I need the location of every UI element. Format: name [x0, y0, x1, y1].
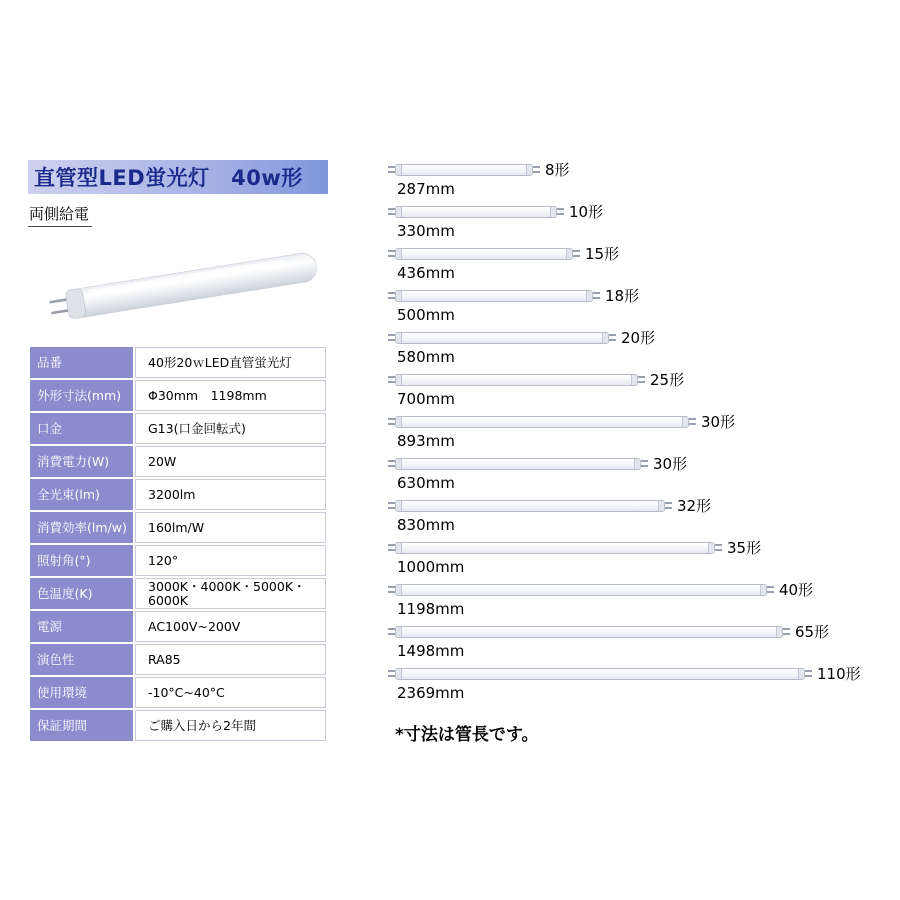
- tube-type-label: 18形: [605, 287, 640, 305]
- tube-pins-left-icon: [388, 376, 395, 383]
- spec-value: Φ30mm 1198mm: [135, 380, 326, 411]
- tube-length-label: 700mm: [397, 390, 455, 408]
- tube-pins-left-icon: [388, 250, 395, 257]
- led-tube-illustration: [28, 234, 328, 338]
- tube-body-graphic: [395, 626, 783, 638]
- tube-type-label: 8形: [545, 161, 570, 179]
- tube-type-label: 65形: [795, 623, 830, 641]
- spec-label: 口金: [30, 413, 133, 444]
- tube-graphic-line: [388, 623, 888, 640]
- spec-row: [30, 347, 326, 378]
- tube-pins-left-icon: [388, 502, 395, 509]
- tube-body-graphic: [395, 248, 573, 260]
- tube-graphic-line: [388, 329, 888, 346]
- tube-length-label: 630mm: [397, 474, 455, 492]
- tube-pins-right-icon: [557, 208, 564, 215]
- tube-pins-left-icon: [388, 334, 395, 341]
- spec-label: 電源: [30, 611, 133, 642]
- tube-body-graphic: [395, 290, 593, 302]
- tube-size-row: [388, 539, 888, 581]
- tube-length-label: 287mm: [397, 180, 455, 198]
- tube-length-label: 1198mm: [397, 600, 465, 618]
- tube-type-label: 40形: [779, 581, 814, 599]
- spec-value: G13(口金回転式): [135, 413, 326, 444]
- spec-value: AC100V~200V: [135, 611, 326, 642]
- tube-pins-right-icon: [665, 502, 672, 509]
- page-title: 直管型LED蛍光灯 40w形: [34, 166, 303, 190]
- spec-label: 使用環境: [30, 677, 133, 708]
- tube-body-graphic: [395, 668, 805, 680]
- tube-pins-left-icon: [388, 460, 395, 467]
- spec-label: 全光束(lm): [30, 479, 133, 510]
- tube-length-label: 436mm: [397, 264, 455, 282]
- tube-body-graphic: [395, 374, 638, 386]
- tube-pins-left-icon: [388, 418, 395, 425]
- left-column: [28, 160, 328, 743]
- tube-type-label: 30形: [653, 455, 688, 473]
- tube-pins-right-icon: [805, 670, 812, 677]
- tube-body-graphic: [395, 458, 641, 470]
- tube-pins-left-icon: [388, 544, 395, 551]
- tube-pins-right-icon: [783, 628, 790, 635]
- size-note: *寸法は管長です。: [395, 725, 539, 745]
- tube-type-label: 25形: [650, 371, 685, 389]
- tube-length-label: 500mm: [397, 306, 455, 324]
- tube-graphic-line: [388, 665, 888, 682]
- spec-value: -10°C~40°C: [135, 677, 326, 708]
- tube-type-label: 10形: [569, 203, 604, 221]
- tube-graphic-line: [388, 497, 888, 514]
- tube-size-row: [388, 413, 888, 455]
- spec-row: [30, 710, 326, 741]
- tube-pins-right-icon: [573, 250, 580, 257]
- tube-type-label: 35形: [727, 539, 762, 557]
- spec-label: 消費効率(lm/w): [30, 512, 133, 543]
- tube-graphic-line: [388, 287, 888, 304]
- tube-pins-right-icon: [609, 334, 616, 341]
- tube-graphic-line: [388, 161, 888, 178]
- tube-pins-right-icon: [638, 376, 645, 383]
- tube-size-row: [388, 623, 888, 665]
- tube-type-label: 15形: [585, 245, 620, 263]
- tube-length-label: 580mm: [397, 348, 455, 366]
- tube-pins-left-icon: [388, 166, 395, 173]
- spec-table: [28, 345, 328, 743]
- tube-size-row: [388, 287, 888, 329]
- tube-type-label: 30形: [701, 413, 736, 431]
- spec-row: [30, 545, 326, 576]
- spec-value: 20W: [135, 446, 326, 477]
- tube-pins-right-icon: [593, 292, 600, 299]
- tube-body-graphic: [395, 164, 533, 176]
- size-diagram: [388, 161, 888, 745]
- spec-value: ご購入日から2年間: [135, 710, 326, 741]
- spec-label: 演色性: [30, 644, 133, 675]
- tube-size-list: [388, 161, 888, 707]
- tube-size-row: [388, 497, 888, 539]
- spec-value: 3000K・4000K・5000K・6000K: [135, 578, 326, 609]
- tube-type-label: 32形: [677, 497, 712, 515]
- tube-type-label: 110形: [817, 665, 861, 683]
- tube-body-graphic: [395, 332, 609, 344]
- tube-size-row: [388, 371, 888, 413]
- tube-size-row: [388, 203, 888, 245]
- tube-pins-left-icon: [388, 670, 395, 677]
- spec-label: 品番: [30, 347, 133, 378]
- tube-pins-right-icon: [767, 586, 774, 593]
- tube-pins-left-icon: [388, 586, 395, 593]
- tube-length-label: 2369mm: [397, 684, 465, 702]
- spec-label: 外形寸法(mm): [30, 380, 133, 411]
- page-title-bar: [28, 160, 328, 194]
- tube-pins-left-icon: [388, 628, 395, 635]
- tube-body-graphic: [395, 416, 689, 428]
- tube-length-label: 330mm: [397, 222, 455, 240]
- spec-row: [30, 578, 326, 609]
- tube-graphic-line: [388, 413, 888, 430]
- tube-pins-right-icon: [689, 418, 696, 425]
- tube-graphic-line: [388, 203, 888, 220]
- tube-body-graphic: [395, 542, 715, 554]
- tube-pins-left-icon: [388, 208, 395, 215]
- tube-graphic-line: [388, 539, 888, 556]
- spec-label: 色温度(K): [30, 578, 133, 609]
- tube-size-row: [388, 455, 888, 497]
- tube-size-row: [388, 329, 888, 371]
- spec-value: 160lm/W: [135, 512, 326, 543]
- spec-row: [30, 413, 326, 444]
- tube-size-row: [388, 665, 888, 707]
- tube-length-label: 1000mm: [397, 558, 465, 576]
- feed-type-label: 両側給電: [28, 203, 92, 227]
- spec-row: [30, 611, 326, 642]
- spec-label: 照射角(°): [30, 545, 133, 576]
- spec-value: 40形20ｗLED直管蛍光灯: [135, 347, 326, 378]
- tube-pins-right-icon: [533, 166, 540, 173]
- tube-graphic-line: [388, 581, 888, 598]
- tube-pins-left-icon: [388, 292, 395, 299]
- spec-value: RA85: [135, 644, 326, 675]
- tube-graphic-line: [388, 371, 888, 388]
- spec-row: [30, 479, 326, 510]
- tube-body-graphic: [395, 584, 767, 596]
- tube-body-graphic: [395, 206, 557, 218]
- tube-body-graphic: [395, 500, 665, 512]
- tube-type-label: 20形: [621, 329, 656, 347]
- tube-pins-right-icon: [715, 544, 722, 551]
- spec-row: [30, 512, 326, 543]
- spec-label: 消費電力(W): [30, 446, 133, 477]
- spec-row: [30, 380, 326, 411]
- spec-row: [30, 446, 326, 477]
- spec-value: 120°: [135, 545, 326, 576]
- tube-size-row: [388, 581, 888, 623]
- tube-length-label: 1498mm: [397, 642, 465, 660]
- tube-length-label: 830mm: [397, 516, 455, 534]
- tube-graphic-line: [388, 455, 888, 472]
- tube-graphic-line: [388, 245, 888, 262]
- spec-value: 3200lm: [135, 479, 326, 510]
- tube-size-row: [388, 245, 888, 287]
- tube-size-row: [388, 161, 888, 203]
- spec-row: [30, 644, 326, 675]
- spec-row: [30, 677, 326, 708]
- tube-length-label: 893mm: [397, 432, 455, 450]
- tube-pins-right-icon: [641, 460, 648, 467]
- product-photo: [28, 234, 328, 338]
- spec-label: 保証期間: [30, 710, 133, 741]
